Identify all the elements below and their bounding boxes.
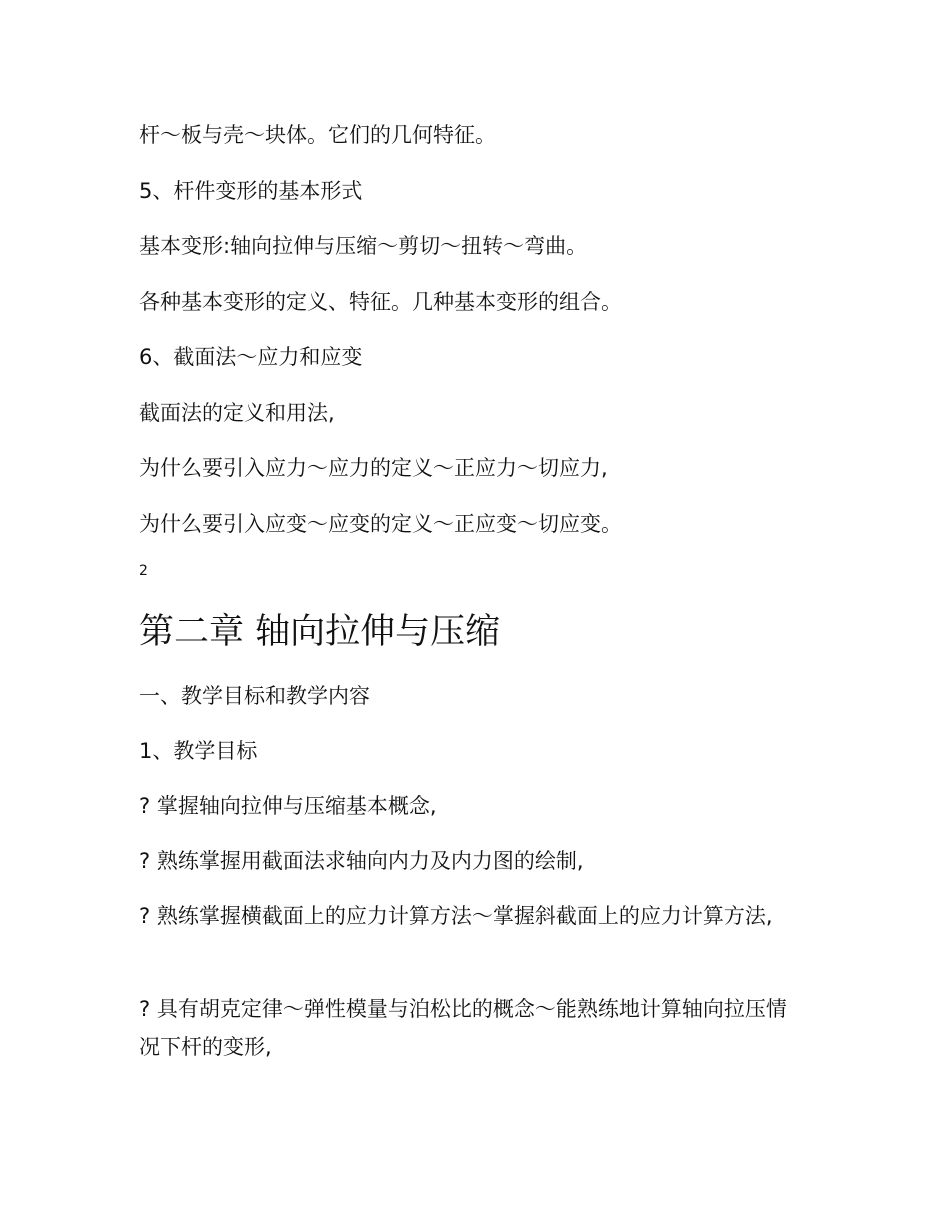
bullet-item: ? 掌握轴向拉伸与压缩基本概念, [139,794,437,818]
text-line: 杆～板与壳～块体。它们的几何特征。 [139,123,496,147]
bullet-item: ? 具有胡克定律～弹性模量与泊松比的概念～能熟练地计算轴向拉压情况下杆的变形, [139,997,787,1059]
text-line: 6、截面法～应力和应变 [139,345,363,369]
text-line: 各种基本变形的定义、特征。几种基本变形的组合。 [139,290,622,314]
page-number: 2 [139,563,148,579]
text-line: 基本变形:轴向拉伸与压缩～剪切～扭转～弯曲。 [139,234,588,258]
bullet-item: ? 熟练掌握横截面上的应力计算方法～掌握斜截面上的应力计算方法, [139,904,773,928]
section-heading: 一、教学目标和教学内容 [139,684,370,708]
text-line: 为什么要引入应变～应变的定义～正应变～切应变。 [139,512,622,536]
text-line: 为什么要引入应力～应力的定义～正应力～切应力, [139,456,608,480]
chapter-title: 第二章 轴向拉伸与压缩 [139,612,501,652]
text-line: 截面法的定义和用法, [139,401,335,425]
text-line: 5、杆件变形的基本形式 [139,179,363,203]
subsection-heading: 1、教学目标 [139,739,258,763]
bullet-item: ? 熟练掌握用截面法求轴向内力及内力图的绘制, [139,849,584,873]
